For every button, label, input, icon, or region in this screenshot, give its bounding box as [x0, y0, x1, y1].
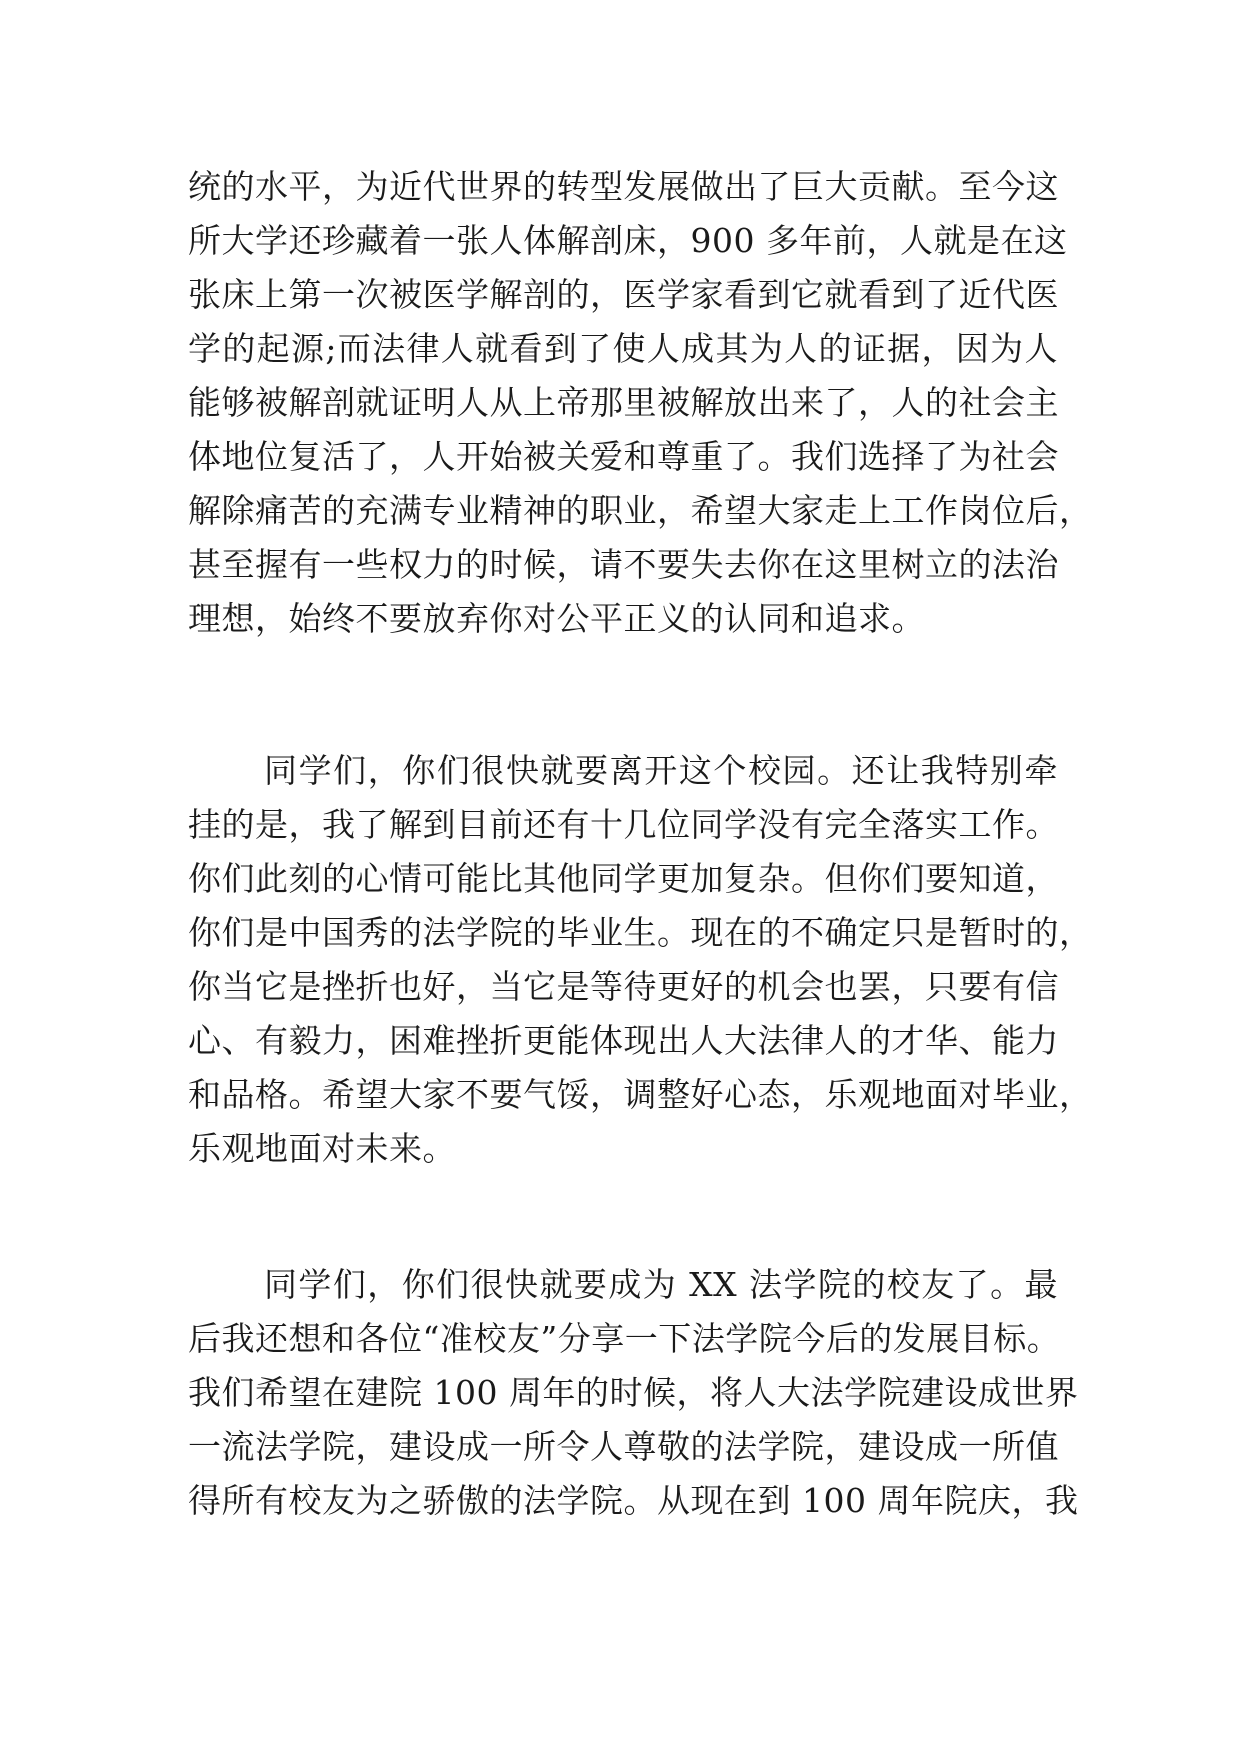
text-line: 甚至握有一些权力的时候，请不要失去你在这里树立的法治: [188, 545, 1059, 584]
text-line: 解除痛苦的充满专业精神的职业，希望大家走上工作岗位后，: [188, 491, 1093, 530]
text-line: 一流法学院，建设成一所令人尊敬的法学院，建设成一所值: [188, 1427, 1059, 1466]
text-line: 能够被解剖就证明人从上帝那里被解放出来了，人的社会主: [188, 383, 1059, 422]
text-line: 体地位复活了，人开始被关爱和尊重了。我们选择了为社会: [188, 437, 1059, 476]
text-line: 统的水平，为近代世界的转型发展做出了巨大贡献。至今这: [188, 167, 1059, 206]
paragraph-3: [188, 1258, 1079, 1528]
text-line: 所大学还珍藏着一张人体解剖床，900 多年前，人就是在这: [188, 221, 1068, 260]
text-line: 乐观地面对未来。: [188, 1129, 456, 1168]
text-line: 你们是中国秀的法学院的毕业生。现在的不确定只是暂时的，: [188, 913, 1093, 952]
text-line: 理想，始终不要放弃你对公平正义的认同和追求。: [188, 599, 925, 638]
text-line: 你们此刻的心情可能比其他同学更加复杂。但你们要知道，: [188, 859, 1059, 898]
text-line: 挂的是，我了解到目前还有十几位同学没有完全落实工作。: [188, 805, 1059, 844]
text-line: 我们希望在建院 100 周年的时候，将人大法学院建设成世界: [188, 1373, 1079, 1412]
text-line: 同学们，你们很快就要成为 XX 法学院的校友了。最: [264, 1265, 1058, 1304]
text-line: 张床上第一次被医学解剖的，医学家看到它就看到了近代医: [188, 275, 1059, 314]
text-line: 你当它是挫折也好，当它是等待更好的机会也罢，只要有信: [188, 967, 1059, 1006]
text-line: 后我还想和各位“准校友”分享一下法学院今后的发展目标。: [188, 1319, 1061, 1358]
paragraph-1: [188, 160, 1093, 646]
text-line: 学的起源;而法律人就看到了使人成其为人的证据，因为人: [188, 329, 1058, 368]
text-line: 和品格。希望大家不要气馁，调整好心态，乐观地面对毕业，: [188, 1075, 1093, 1114]
text-line: 得所有校友为之骄傲的法学院。从现在到 100 周年院庆，我: [188, 1481, 1079, 1520]
paragraph-2: [188, 744, 1093, 1176]
text-line: 心、有毅力，困难挫折更能体现出人大法律人的才华、能力: [188, 1021, 1059, 1060]
text-line: 同学们，你们很快就要离开这个校园。还让我特别牵: [264, 751, 1058, 790]
